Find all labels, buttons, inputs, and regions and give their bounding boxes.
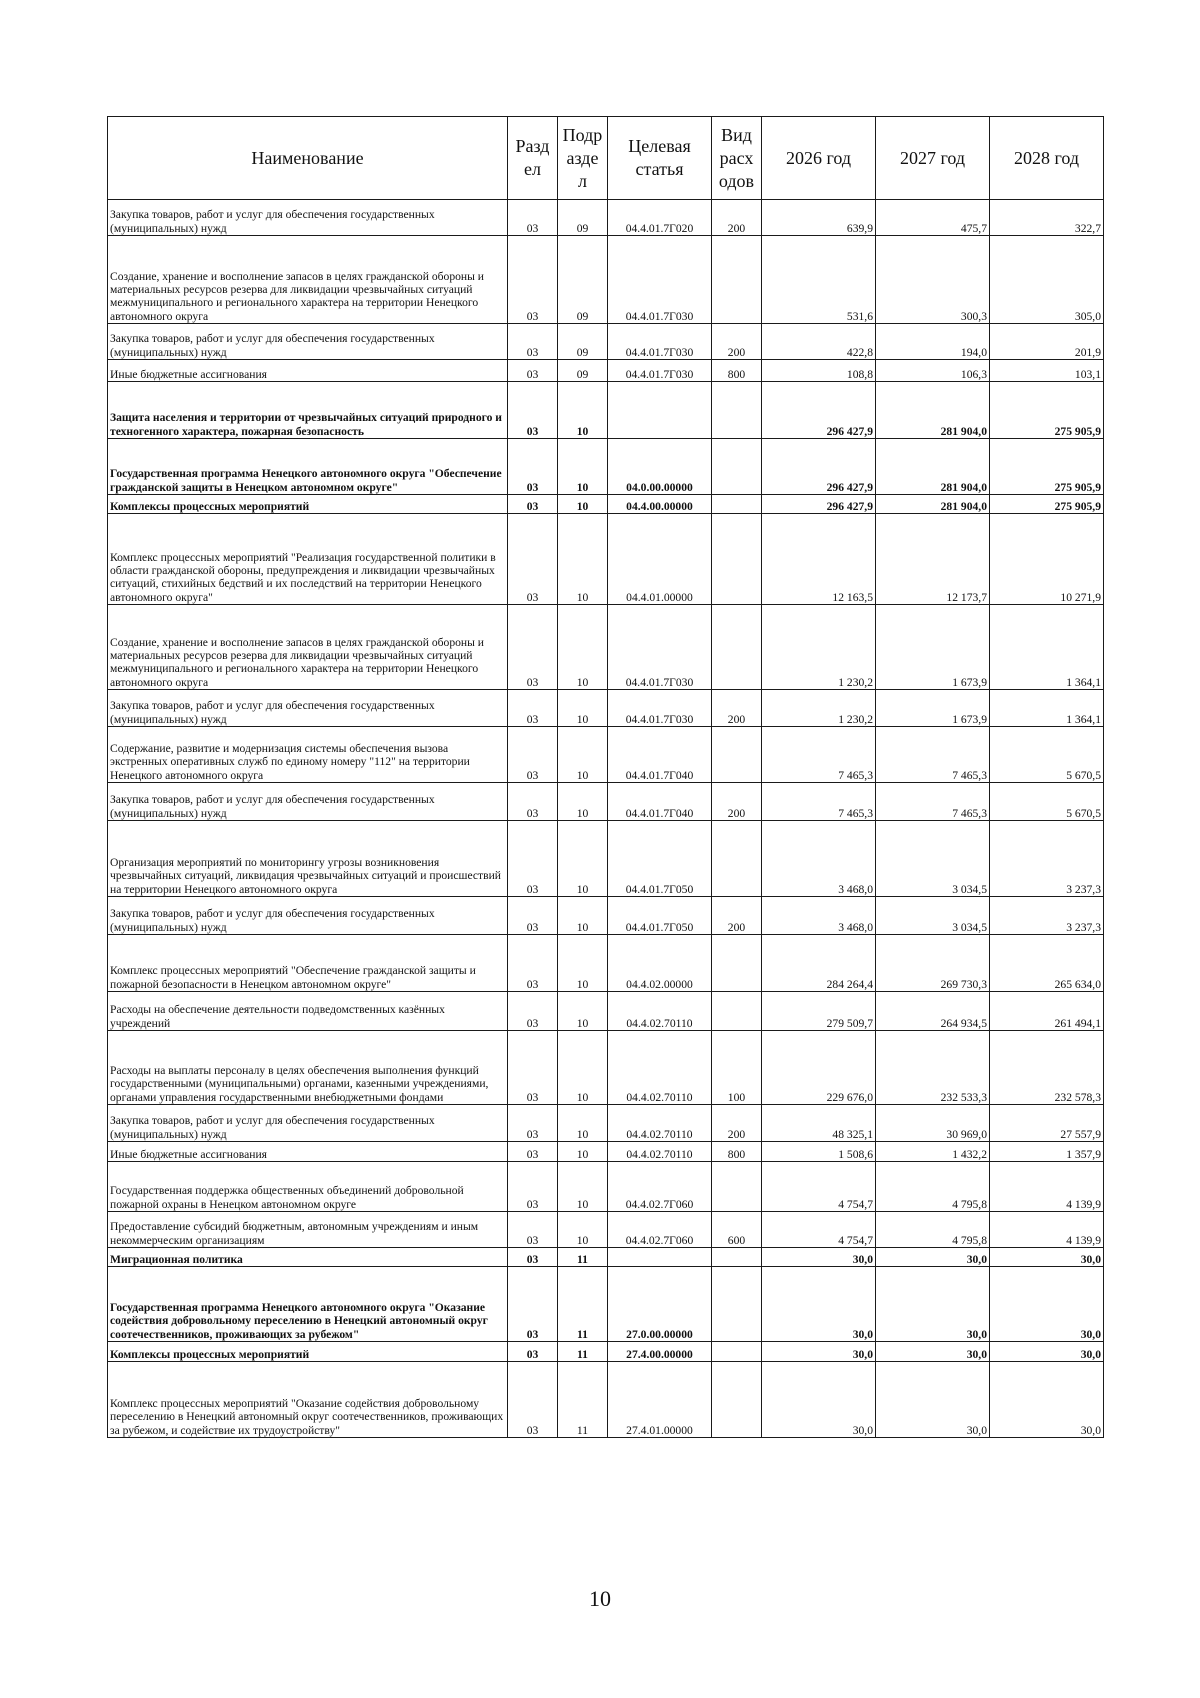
cell-2028: 30,0: [990, 1267, 1104, 1342]
cell-name: Комплекс процессных мероприятий "Оказание содействия добровольному переселению в Ненецкий автономный округ соотечественников, проживающих за рубежом, и содействие их трудоустройству": [108, 1362, 508, 1438]
cell-name: Расходы на обеспечение деятельности подведомственных казённых учреждений: [108, 992, 508, 1031]
cell-razdel: 03: [508, 1162, 558, 1212]
cell-target-article: 27.0.00.00000: [608, 1267, 712, 1342]
cell-podrazdel: 10: [558, 690, 608, 727]
cell-2027: 232 533,3: [876, 1031, 990, 1105]
cell-2027: 7 465,3: [876, 783, 990, 821]
cell-podrazdel: 09: [558, 236, 608, 324]
cell-2026: 284 264,4: [762, 935, 876, 992]
cell-name: Комплекс процессных мероприятий "Обеспечение гражданской защиты и пожарной безопасности в Ненецком автономном округе": [108, 935, 508, 992]
cell-name: Закупка товаров, работ и услуг для обеспечения государственных (муниципальных) нужд: [108, 783, 508, 821]
header-name: Наименование: [108, 117, 508, 200]
budget-table: [107, 116, 1104, 1438]
cell-podrazdel: 10: [558, 1142, 608, 1162]
table-row: [108, 1162, 1104, 1212]
cell-2026: 30,0: [762, 1362, 876, 1438]
cell-2027: 1 432,2: [876, 1142, 990, 1162]
table-body: [108, 200, 1104, 1438]
cell-razdel: 03: [508, 382, 558, 439]
cell-expense-type: [712, 1162, 762, 1212]
table-row: [108, 897, 1104, 935]
cell-2028: 201,9: [990, 324, 1104, 360]
cell-name: Предоставление субсидий бюджетным, автономным учреждениям и иным некоммерческим организациям: [108, 1212, 508, 1248]
cell-2026: 639,9: [762, 200, 876, 236]
cell-2026: 422,8: [762, 324, 876, 360]
cell-podrazdel: 10: [558, 992, 608, 1031]
cell-name: Создание, хранение и восполнение запасов в целях гражданской обороны и материальных ресурсов резерва для ликвидации чрезвычайных ситуаций межмуниципального и регионального характера на территории Ненецкого автономного округа: [108, 236, 508, 324]
cell-name: Государственная программа Ненецкого автономного округа "Оказание содействия добровольному переселению в Ненецкий автономный округ соотечественников, проживающих за рубежом": [108, 1267, 508, 1342]
cell-2027: 264 934,5: [876, 992, 990, 1031]
cell-2027: 194,0: [876, 324, 990, 360]
cell-2027: 300,3: [876, 236, 990, 324]
cell-name: Комплексы процессных мероприятий: [108, 1342, 508, 1362]
cell-razdel: 03: [508, 324, 558, 360]
cell-2026: 296 427,9: [762, 439, 876, 495]
table-row: [108, 514, 1104, 605]
cell-expense-type: [712, 1342, 762, 1362]
cell-podrazdel: 10: [558, 439, 608, 495]
cell-2026: 3 468,0: [762, 897, 876, 935]
cell-podrazdel: 10: [558, 783, 608, 821]
cell-podrazdel: 10: [558, 495, 608, 514]
cell-razdel: 03: [508, 1248, 558, 1267]
cell-target-article: 04.4.02.70110: [608, 1105, 712, 1142]
cell-target-article: 04.4.01.7Г050: [608, 897, 712, 935]
cell-name: Миграционная политика: [108, 1248, 508, 1267]
table-row: [108, 1267, 1104, 1342]
cell-2028: 232 578,3: [990, 1031, 1104, 1105]
cell-razdel: 03: [508, 1212, 558, 1248]
cell-podrazdel: 10: [558, 727, 608, 783]
cell-name: Закупка товаров, работ и услуг для обеспечения государственных (муниципальных) нужд: [108, 897, 508, 935]
table-row: [108, 360, 1104, 382]
cell-2027: 475,7: [876, 200, 990, 236]
cell-podrazdel: 10: [558, 821, 608, 897]
table-row: [108, 324, 1104, 360]
cell-2027: 3 034,5: [876, 897, 990, 935]
cell-2026: 108,8: [762, 360, 876, 382]
cell-expense-type: 200: [712, 324, 762, 360]
cell-2027: 281 904,0: [876, 439, 990, 495]
cell-2026: 296 427,9: [762, 495, 876, 514]
cell-2028: 275 905,9: [990, 495, 1104, 514]
table-row: [108, 727, 1104, 783]
cell-razdel: 03: [508, 605, 558, 690]
cell-2026: 48 325,1: [762, 1105, 876, 1142]
cell-podrazdel: 10: [558, 1105, 608, 1142]
cell-2027: 30,0: [876, 1362, 990, 1438]
cell-2026: 1 230,2: [762, 605, 876, 690]
cell-2027: 30 969,0: [876, 1105, 990, 1142]
cell-podrazdel: 10: [558, 514, 608, 605]
cell-2027: 1 673,9: [876, 605, 990, 690]
cell-expense-type: 200: [712, 1105, 762, 1142]
table-row: [108, 495, 1104, 514]
header-target-article: Целевая статья: [608, 117, 712, 200]
cell-razdel: 03: [508, 1342, 558, 1362]
cell-target-article: 04.4.02.7Г060: [608, 1212, 712, 1248]
cell-podrazdel: 10: [558, 382, 608, 439]
cell-2026: 3 468,0: [762, 821, 876, 897]
cell-expense-type: [712, 514, 762, 605]
cell-expense-type: [712, 935, 762, 992]
cell-name: Иные бюджетные ассигнования: [108, 360, 508, 382]
cell-razdel: 03: [508, 495, 558, 514]
cell-target-article: 04.4.01.00000: [608, 514, 712, 605]
cell-razdel: 03: [508, 821, 558, 897]
cell-target-article: 04.4.01.7Г030: [608, 605, 712, 690]
header-expense-type: Вид расх одов: [712, 117, 762, 200]
cell-2027: 30,0: [876, 1342, 990, 1362]
cell-expense-type: 800: [712, 360, 762, 382]
cell-name: Закупка товаров, работ и услуг для обеспечения государственных (муниципальных) нужд: [108, 1105, 508, 1142]
cell-podrazdel: 10: [558, 1212, 608, 1248]
cell-razdel: 03: [508, 935, 558, 992]
cell-2028: 322,7: [990, 200, 1104, 236]
cell-2028: 30,0: [990, 1248, 1104, 1267]
cell-2027: 269 730,3: [876, 935, 990, 992]
cell-razdel: 03: [508, 1142, 558, 1162]
header-year-2028: 2028 год: [990, 117, 1104, 200]
cell-name: Государственная программа Ненецкого автономного округа "Обеспечение гражданской защиты в Ненецком автономном округе": [108, 439, 508, 495]
table-row: [108, 382, 1104, 439]
header-year-2026: 2026 год: [762, 117, 876, 200]
cell-expense-type: [712, 1248, 762, 1267]
header-razdel: Разд ел: [508, 117, 558, 200]
table-row: [108, 1031, 1104, 1105]
cell-2026: 1 508,6: [762, 1142, 876, 1162]
table-row: [108, 1248, 1104, 1267]
table-row: [108, 935, 1104, 992]
cell-expense-type: 200: [712, 783, 762, 821]
table-row: [108, 1362, 1104, 1438]
cell-razdel: 03: [508, 690, 558, 727]
table-row: [108, 605, 1104, 690]
header-row: [108, 117, 1104, 200]
cell-name: Содержание, развитие и модернизация системы обеспечения вызова экстренных оперативных служб по единому номеру "112" на территории Ненецкого автономного округа: [108, 727, 508, 783]
cell-2026: 7 465,3: [762, 783, 876, 821]
cell-expense-type: 200: [712, 200, 762, 236]
table-row: [108, 1212, 1104, 1248]
cell-2026: 12 163,5: [762, 514, 876, 605]
cell-2028: 5 670,5: [990, 727, 1104, 783]
cell-podrazdel: 09: [558, 200, 608, 236]
cell-name: Защита населения и территории от чрезвычайных ситуаций природного и техногенного характера, пожарная безопасность: [108, 382, 508, 439]
cell-2027: 106,3: [876, 360, 990, 382]
cell-2028: 27 557,9: [990, 1105, 1104, 1142]
cell-razdel: 03: [508, 1362, 558, 1438]
page-number: 10: [589, 1586, 611, 1611]
cell-2026: 296 427,9: [762, 382, 876, 439]
cell-2028: 305,0: [990, 236, 1104, 324]
cell-razdel: 03: [508, 360, 558, 382]
cell-expense-type: 600: [712, 1212, 762, 1248]
cell-podrazdel: 11: [558, 1248, 608, 1267]
cell-target-article: 04.4.01.7Г030: [608, 324, 712, 360]
cell-2028: 1 364,1: [990, 690, 1104, 727]
cell-target-article: 27.4.00.00000: [608, 1342, 712, 1362]
cell-2027: 4 795,8: [876, 1212, 990, 1248]
cell-razdel: 03: [508, 1267, 558, 1342]
cell-name: Создание, хранение и восполнение запасов в целях гражданской обороны и материальных ресурсов резерва для ликвидации чрезвычайных ситуаций межмуниципального и регионального характера на территории Ненецкого автономного округа: [108, 605, 508, 690]
cell-2028: 5 670,5: [990, 783, 1104, 821]
cell-name: Закупка товаров, работ и услуг для обеспечения государственных (муниципальных) нужд: [108, 200, 508, 236]
cell-expense-type: [712, 439, 762, 495]
cell-podrazdel: 10: [558, 1162, 608, 1212]
cell-2026: 30,0: [762, 1342, 876, 1362]
cell-target-article: 04.4.02.70110: [608, 992, 712, 1031]
table-row: [108, 1142, 1104, 1162]
cell-podrazdel: 10: [558, 605, 608, 690]
cell-expense-type: [712, 495, 762, 514]
cell-2027: 4 795,8: [876, 1162, 990, 1212]
cell-razdel: 03: [508, 439, 558, 495]
cell-name: Комплексы процессных мероприятий: [108, 495, 508, 514]
cell-target-article: 04.4.01.7Г030: [608, 360, 712, 382]
cell-target-article: 04.4.02.7Г060: [608, 1162, 712, 1212]
cell-2027: 281 904,0: [876, 382, 990, 439]
cell-2027: 12 173,7: [876, 514, 990, 605]
cell-target-article: 04.4.01.7Г040: [608, 783, 712, 821]
cell-podrazdel: 11: [558, 1267, 608, 1342]
cell-razdel: 03: [508, 236, 558, 324]
cell-2028: 275 905,9: [990, 439, 1104, 495]
cell-2027: 1 673,9: [876, 690, 990, 727]
cell-target-article: 04.4.01.7Г040: [608, 727, 712, 783]
table-row: [108, 690, 1104, 727]
cell-2028: 4 139,9: [990, 1212, 1104, 1248]
cell-expense-type: [712, 605, 762, 690]
cell-target-article: 04.4.01.7Г020: [608, 200, 712, 236]
cell-expense-type: 800: [712, 1142, 762, 1162]
table-row: [108, 992, 1104, 1031]
table-row: [108, 200, 1104, 236]
cell-target-article: [608, 1248, 712, 1267]
cell-target-article: 04.4.02.70110: [608, 1031, 712, 1105]
cell-2028: 103,1: [990, 360, 1104, 382]
cell-razdel: 03: [508, 783, 558, 821]
cell-razdel: 03: [508, 200, 558, 236]
cell-2026: 4 754,7: [762, 1212, 876, 1248]
cell-podrazdel: 10: [558, 1031, 608, 1105]
cell-razdel: 03: [508, 727, 558, 783]
cell-target-article: 04.4.01.7Г050: [608, 821, 712, 897]
cell-target-article: 04.4.01.7Г030: [608, 236, 712, 324]
table-row: [108, 783, 1104, 821]
cell-target-article: 04.4.02.70110: [608, 1142, 712, 1162]
cell-podrazdel: 10: [558, 897, 608, 935]
cell-2027: 7 465,3: [876, 727, 990, 783]
cell-name: Закупка товаров, работ и услуг для обеспечения государственных (муниципальных) нужд: [108, 324, 508, 360]
cell-name: Государственная поддержка общественных объединений добровольной пожарной охраны в Ненецком автономном округе: [108, 1162, 508, 1212]
cell-2026: 279 509,7: [762, 992, 876, 1031]
cell-expense-type: [712, 821, 762, 897]
table-row: [108, 1105, 1104, 1142]
cell-expense-type: [712, 992, 762, 1031]
table-row: [108, 439, 1104, 495]
cell-expense-type: [712, 1362, 762, 1438]
cell-2028: 261 494,1: [990, 992, 1104, 1031]
cell-2028: 3 237,3: [990, 821, 1104, 897]
cell-target-article: 27.4.01.00000: [608, 1362, 712, 1438]
cell-expense-type: 200: [712, 690, 762, 727]
cell-name: Расходы на выплаты персоналу в целях обеспечения выполнения функций государственными (муниципальными) органами, казенными учреждениями, органами управления государственными внебюджетными фондами: [108, 1031, 508, 1105]
cell-razdel: 03: [508, 897, 558, 935]
cell-2028: 1 357,9: [990, 1142, 1104, 1162]
cell-2028: 275 905,9: [990, 382, 1104, 439]
cell-expense-type: 200: [712, 897, 762, 935]
cell-name: Комплекс процессных мероприятий "Реализация государственной политики в области гражданской обороны, предупреждения и ликвидации чрезвычайных ситуаций, стихийных бедствий и их последствий на территории Ненецкого автономного округа": [108, 514, 508, 605]
cell-podrazdel: 09: [558, 324, 608, 360]
cell-expense-type: 100: [712, 1031, 762, 1105]
cell-2027: 30,0: [876, 1248, 990, 1267]
cell-razdel: 03: [508, 992, 558, 1031]
cell-target-article: 04.4.02.00000: [608, 935, 712, 992]
cell-razdel: 03: [508, 1031, 558, 1105]
cell-2026: 1 230,2: [762, 690, 876, 727]
cell-2028: 4 139,9: [990, 1162, 1104, 1212]
cell-2026: 531,6: [762, 236, 876, 324]
table-row: [108, 236, 1104, 324]
cell-2028: 30,0: [990, 1342, 1104, 1362]
cell-2028: 265 634,0: [990, 935, 1104, 992]
cell-2026: 4 754,7: [762, 1162, 876, 1212]
cell-2027: 30,0: [876, 1267, 990, 1342]
cell-target-article: 04.4.00.00000: [608, 495, 712, 514]
cell-name: Иные бюджетные ассигнования: [108, 1142, 508, 1162]
cell-2026: 30,0: [762, 1267, 876, 1342]
cell-podrazdel: 10: [558, 935, 608, 992]
cell-target-article: [608, 382, 712, 439]
header-podrazdel: Подр азде л: [558, 117, 608, 200]
cell-2028: 1 364,1: [990, 605, 1104, 690]
cell-2028: 30,0: [990, 1362, 1104, 1438]
cell-expense-type: [712, 382, 762, 439]
cell-name: Организация мероприятий по мониторингу угрозы возникновения чрезвычайных ситуаций, ликвидация чрезвычайных ситуаций и происшествий на территории Ненецкого автономного округа: [108, 821, 508, 897]
header-year-2027: 2027 год: [876, 117, 990, 200]
cell-expense-type: [712, 727, 762, 783]
cell-target-article: 04.0.00.00000: [608, 439, 712, 495]
cell-2028: 10 271,9: [990, 514, 1104, 605]
cell-podrazdel: 11: [558, 1362, 608, 1438]
cell-podrazdel: 11: [558, 1342, 608, 1362]
cell-2026: 7 465,3: [762, 727, 876, 783]
cell-2026: 229 676,0: [762, 1031, 876, 1105]
cell-podrazdel: 09: [558, 360, 608, 382]
cell-razdel: 03: [508, 1105, 558, 1142]
cell-2026: 30,0: [762, 1248, 876, 1267]
cell-expense-type: [712, 236, 762, 324]
table-row: [108, 1342, 1104, 1362]
cell-2027: 3 034,5: [876, 821, 990, 897]
cell-name: Закупка товаров, работ и услуг для обеспечения государственных (муниципальных) нужд: [108, 690, 508, 727]
cell-2027: 281 904,0: [876, 495, 990, 514]
cell-2028: 3 237,3: [990, 897, 1104, 935]
cell-target-article: 04.4.01.7Г030: [608, 690, 712, 727]
cell-razdel: 03: [508, 514, 558, 605]
table-row: [108, 821, 1104, 897]
cell-expense-type: [712, 1267, 762, 1342]
